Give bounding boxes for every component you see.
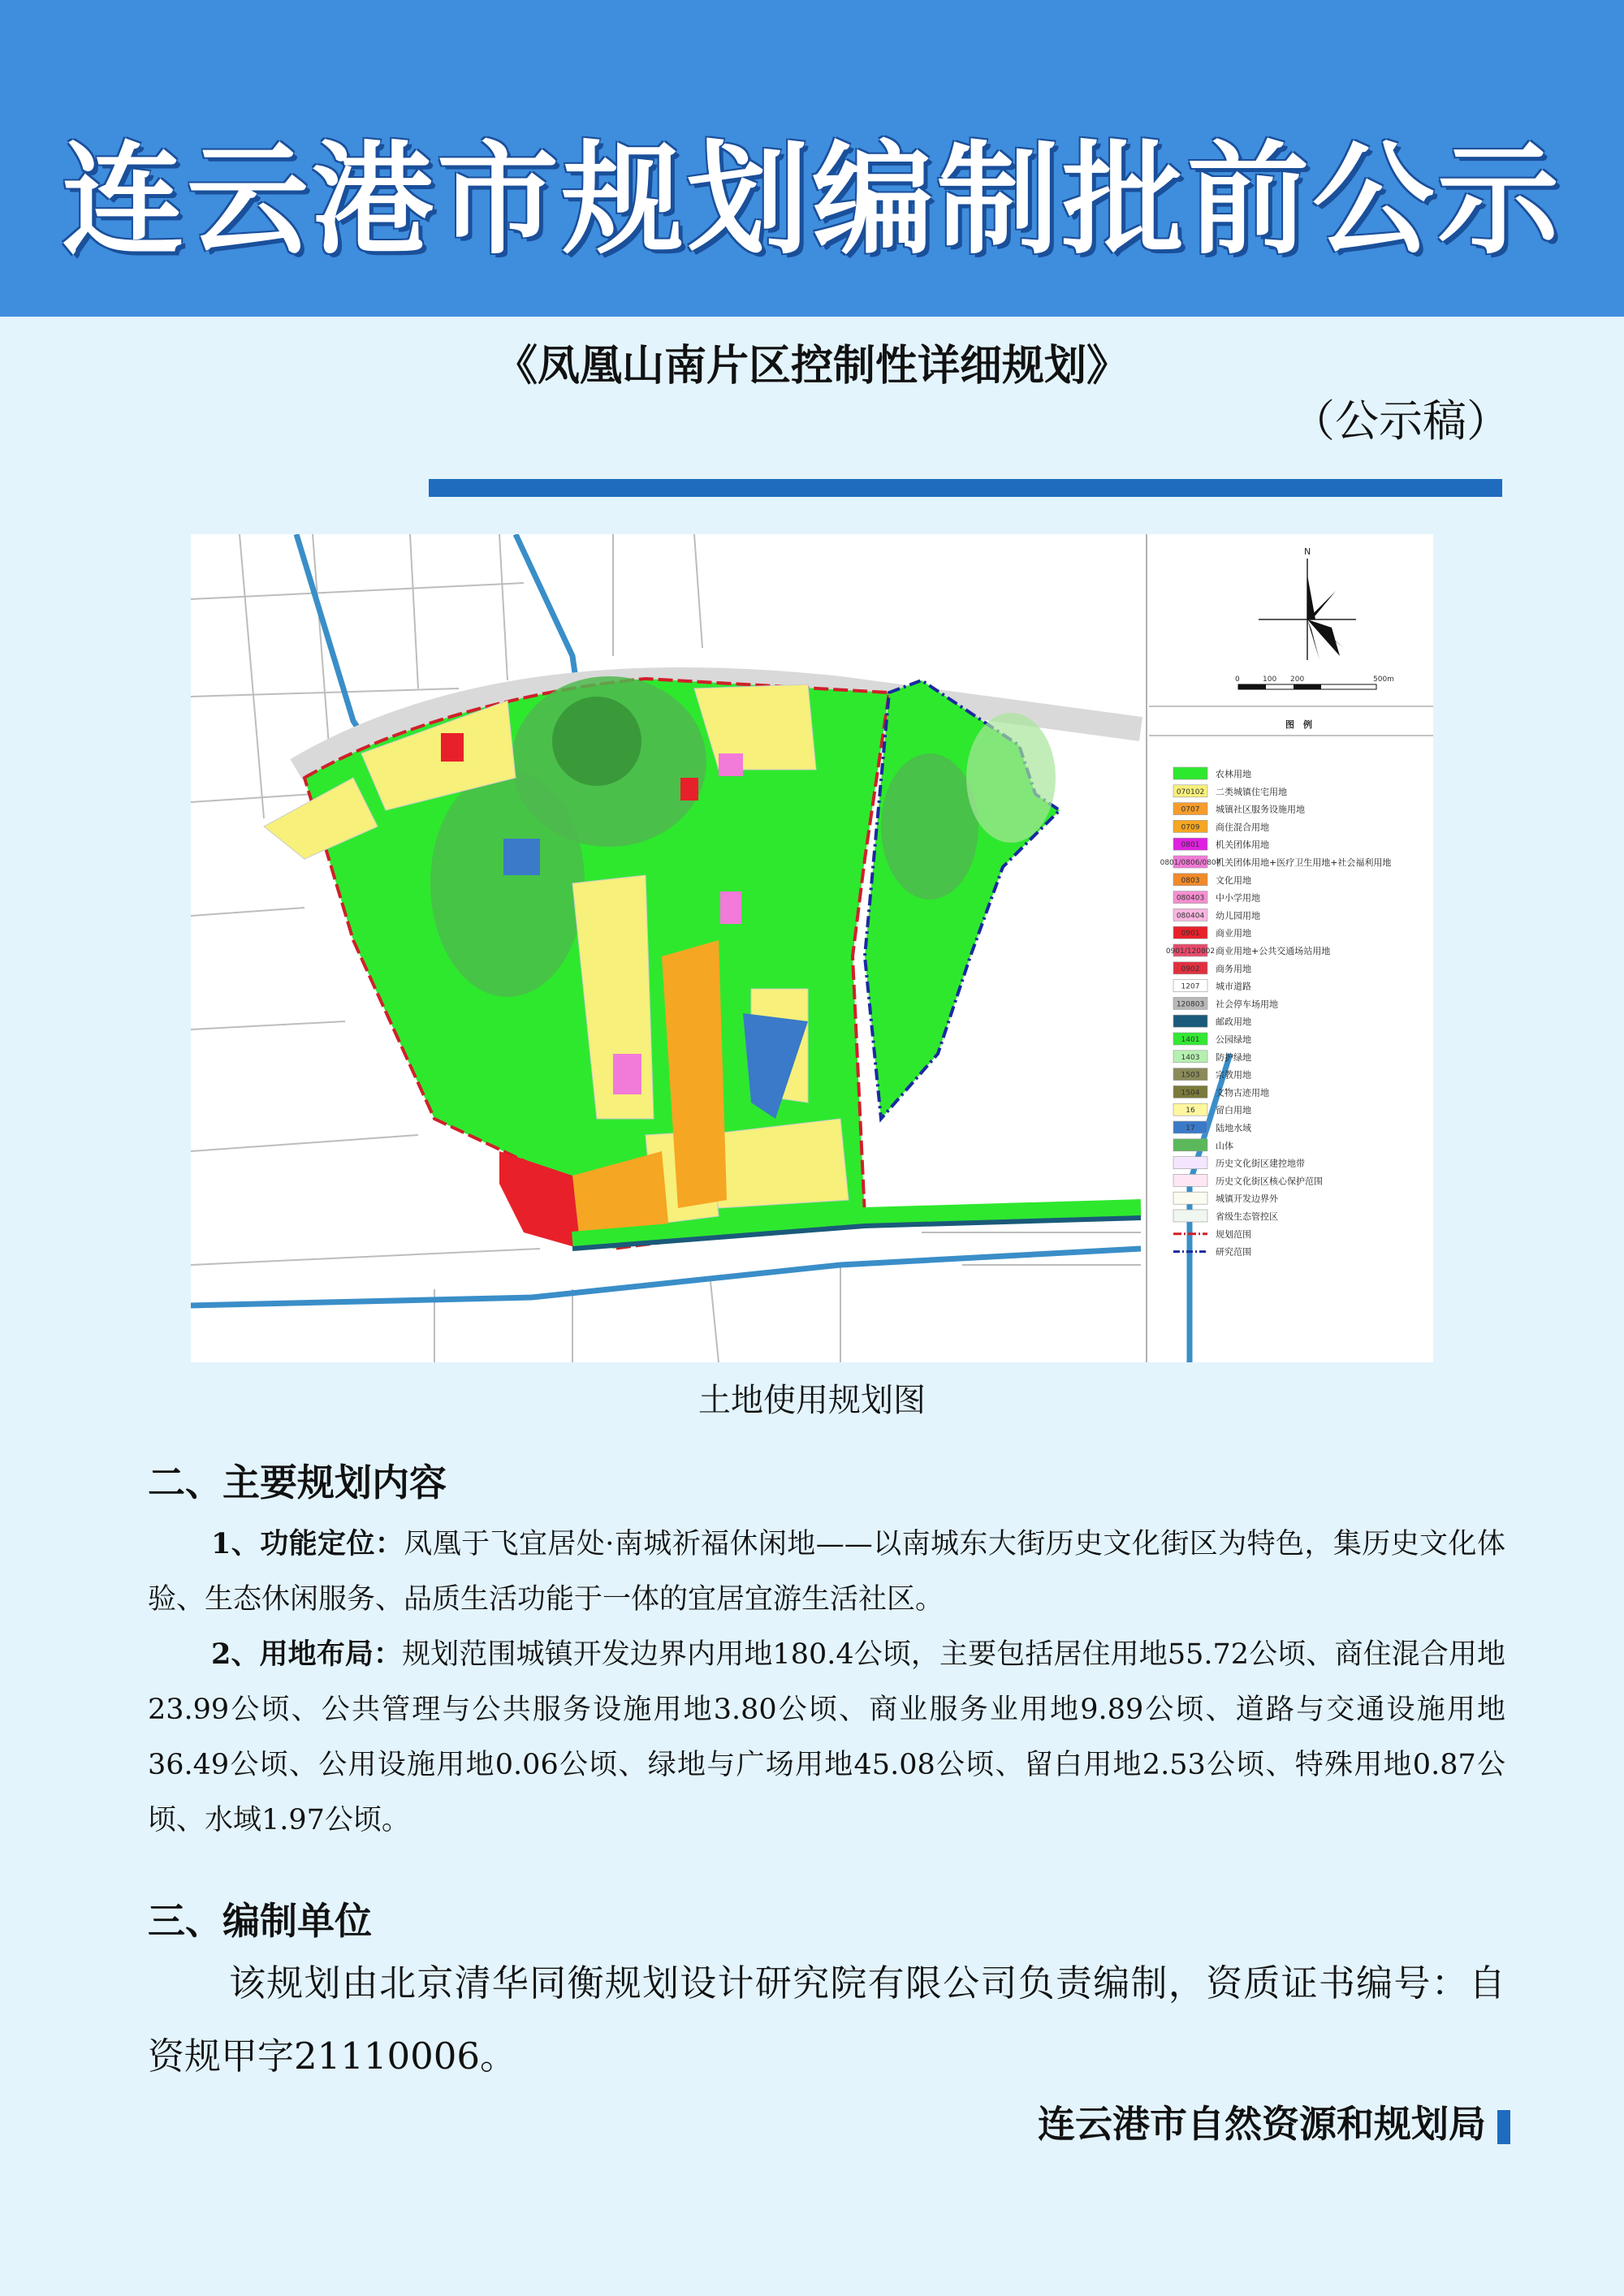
agency-name: 连云港市自然资源和规划局 [1038,2102,1486,2146]
legend-code: 1504 [1181,1089,1200,1098]
legend-code: 0901 [1181,930,1200,939]
item-1-text: 凤凰于飞宜居处·南城祈福休闲地——以南城东大街历史文化街区为特色，集历史文化体验、生态休闲服务、品质生活功能于一体的宜居宜游生活社区。 [148,1528,1505,1616]
land-use-map-svg [191,534,1433,1362]
item-2-label: 2、用地布局： [211,1638,403,1671]
legend-label: 规划范围 [1216,1228,1251,1240]
legend-code: 0901/120802 [1165,947,1216,956]
draft-label: （公示稿） [1291,395,1510,447]
legend-swatch [1173,1210,1207,1222]
legend-label: 邮政用地 [1216,1016,1251,1028]
legend-label: 宗教用地 [1216,1069,1251,1081]
legend-label: 二类城镇住宅用地 [1216,786,1287,797]
map-caption: 土地使用规划图 [698,1382,926,1419]
legend-label: 农林用地 [1216,769,1251,779]
legend-label: 幼儿园用地 [1216,910,1260,921]
scale-label: 500m [1373,675,1394,684]
banner-title: 连云港市规划编制批前公示 [61,130,1562,271]
legend-code: 0709 [1181,823,1200,832]
legend-code: 070102 [1176,788,1205,796]
mountain-peak [552,697,641,786]
legend [1149,546,1433,1258]
section-2-heading: 二、主要规划内容 [148,1461,447,1504]
legend-code: 17 [1186,1124,1195,1133]
legend-label: 省级生态管控区 [1216,1211,1278,1222]
legend-label: 历史文化街区建控地带 [1216,1158,1305,1169]
legend-code: 080404 [1176,912,1205,921]
scale-label: 200 [1290,675,1305,684]
legend-label: 文物古迹用地 [1216,1087,1269,1098]
legend-title: 图 例 [1285,719,1312,730]
legend-swatch [1173,1139,1207,1151]
legend-code: 0902 [1181,965,1200,973]
legend-label: 社会停车场用地 [1216,999,1278,1010]
agency-signature [1038,2095,1510,2148]
legend-label: 城镇社区服务设施用地 [1216,804,1305,815]
legend-swatch [1173,767,1207,779]
legend-label: 防护绿地 [1216,1051,1251,1063]
legend-code: 0801 [1181,841,1200,850]
legend-swatch [1173,1192,1207,1204]
scale-bar-segment [1294,684,1321,689]
legend-label: 历史文化街区核心保护范围 [1216,1176,1323,1187]
mountain-west [430,770,585,997]
legend-code: 080403 [1176,894,1205,903]
agency-mark [1497,2110,1510,2144]
legend-label: 留白用地 [1216,1105,1251,1116]
compass-petal [1307,619,1340,656]
legend-label: 商住混合用地 [1216,822,1269,833]
scale-bar-segment [1238,684,1266,689]
legend-label: 研究范围 [1216,1246,1251,1258]
scale-label: 100 [1263,675,1277,684]
section-3-text: 该规划由北京清华同衡规划设计研究院有限公司负责编制，资质证书编号：自资规甲字21110006。 [148,1962,1505,2078]
header-banner [0,0,1624,317]
legend-label: 机关团体用地+医疗卫生用地+社会福利用地 [1216,857,1392,868]
north-label: N [1304,546,1311,557]
section-3-heading: 三、编制单位 [148,1899,372,1943]
legend-label: 山体 [1216,1140,1233,1151]
legend-code: 16 [1186,1107,1195,1116]
legend-swatch [1173,1157,1207,1169]
item-1-label: 1、功能定位： [211,1527,404,1560]
legend-code: 1403 [1181,1053,1200,1062]
legend-label: 机关团体用地 [1216,839,1269,851]
document-subtitle: 《凤凰山南片区控制性详细规划》 [495,342,1129,391]
legend-code: 0801/0806/0807 [1160,859,1221,867]
legend-label: 城镇开发边界外 [1216,1193,1278,1205]
divider-rule [429,479,1502,497]
east-mountain [881,753,978,900]
legend-label: 商务用地 [1216,963,1251,974]
section-2-item-2 [148,1627,1505,1848]
legend-label: 商业用地+公共交通场站用地 [1216,946,1331,956]
land-use-map [191,534,1433,1362]
section-2-item-1 [148,1517,1505,1627]
legend-code: 0707 [1181,805,1200,814]
legend-code: 1207 [1181,982,1200,991]
legend-label: 城市道路 [1216,981,1251,992]
legend-code: 0803 [1181,876,1200,885]
legend-swatch [1173,1015,1207,1027]
legend-code: 1401 [1181,1036,1200,1044]
east-mountain-outer [966,713,1056,843]
item-2-text: 规划范围城镇开发边界内用地180.4公顷，主要包括居住用地55.72公顷、商住混合用地23.99公顷、公共管理与公共服务设施用地3.80公顷、商业服务业用地9.89公顷、道路与交通设施用地36.49公顷、公用设施用地0.06公顷、绿地与广场用地45.08公顷、留白用地2.53公顷、特殊用地0.87公顷、水域1.97公顷。 [148,1638,1505,1836]
legend-label: 商业用地 [1216,928,1251,939]
legend-label: 中小学用地 [1216,892,1260,904]
legend-label: 公园绿地 [1216,1034,1251,1045]
legend-code: 1503 [1181,1071,1200,1080]
legend-code: 120803 [1176,1000,1205,1009]
scale-label: 0 [1235,675,1240,684]
legend-label: 陆地水域 [1216,1123,1251,1133]
legend-label: 文化用地 [1216,874,1251,886]
legend-swatch [1173,1174,1207,1186]
